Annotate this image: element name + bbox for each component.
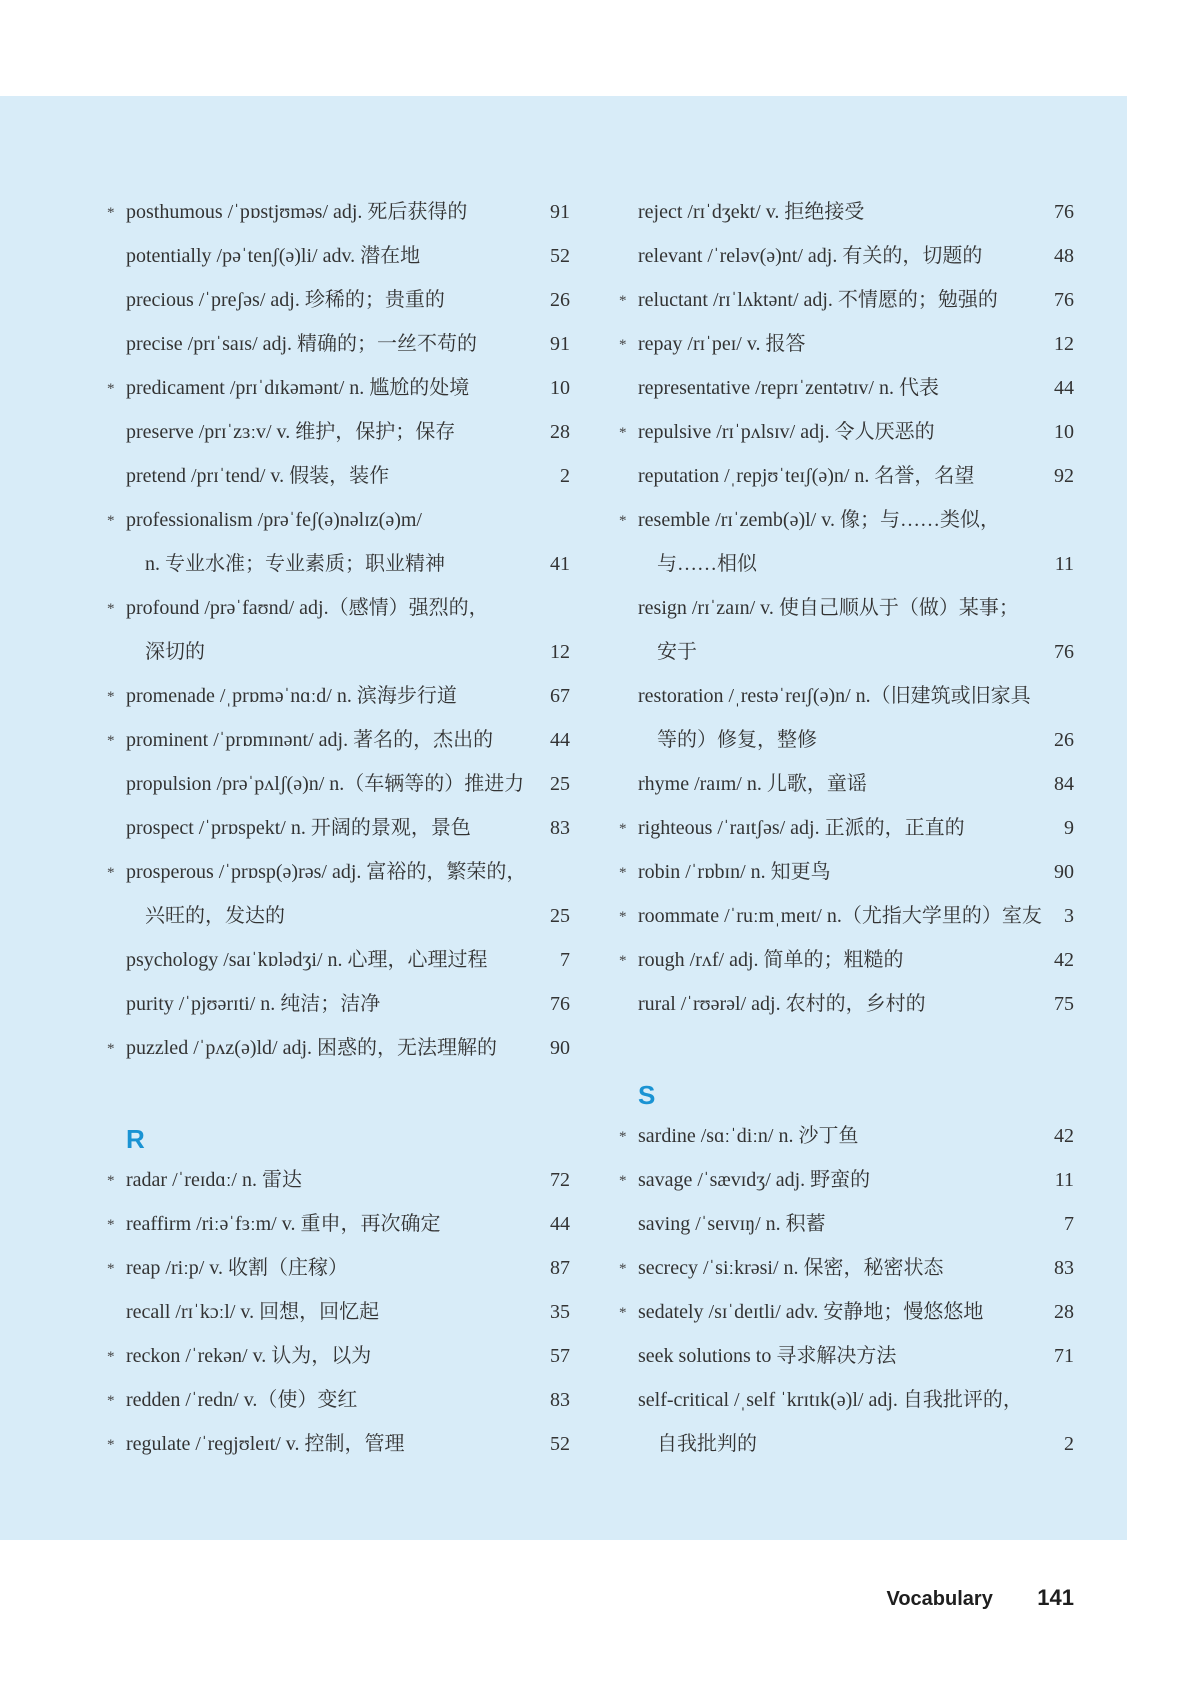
vocab-page-ref: 72 — [550, 1169, 570, 1191]
vocab-page-ref: 76 — [1054, 289, 1074, 311]
vocab-entry — [107, 1026, 570, 1070]
vocab-page-ref: 28 — [550, 421, 570, 443]
vocab-entry-text: propulsion /prəˈpʌlʃ(ə)n/ n.（车辆等的）推进力 — [126, 773, 525, 795]
vocab-entry-continuation — [622, 542, 1074, 586]
vocab-entry-text: redden /ˈredn/ v.（使）变红 — [126, 1389, 358, 1411]
key-word-star-icon: * — [619, 909, 627, 925]
vocab-entry — [107, 1334, 570, 1378]
vocab-entry-text: repulsive /rɪˈpʌlsɪv/ adj. 令人厌恶的 — [638, 421, 935, 443]
vocab-entry — [619, 498, 1074, 542]
vocab-entry — [107, 674, 570, 718]
vocab-page-ref: 44 — [550, 729, 570, 751]
vocab-page-ref: 76 — [1054, 641, 1074, 663]
vocab-entry — [107, 190, 570, 234]
vocab-entry-text: professionalism /prəˈfeʃ(ə)nəlɪz(ə)m/ — [126, 509, 422, 531]
vocab-entry — [110, 278, 570, 322]
vocab-entry — [619, 1158, 1074, 1202]
vocab-page-ref: 52 — [550, 1433, 570, 1455]
vocab-page-ref: 84 — [1054, 773, 1074, 795]
key-word-star-icon: * — [619, 1129, 627, 1145]
vocab-page-ref: 26 — [550, 289, 570, 311]
vocab-entry — [110, 234, 570, 278]
vocab-entry-text: relevant /ˈreləv(ə)nt/ adj. 有关的，切题的 — [638, 245, 983, 267]
vocab-entry-continuation — [110, 630, 570, 674]
vocab-entry-text: savage /ˈsævɪdʒ/ adj. 野蛮的 — [638, 1169, 871, 1191]
vocab-entry-text: psychology /saɪˈkɒlədʒi/ n. 心理，心理过程 — [126, 949, 488, 971]
vocab-entry — [619, 1290, 1074, 1334]
vocab-page-ref: 7 — [1064, 1213, 1074, 1235]
vocab-entry-text: precise /prɪˈsaɪs/ adj. 精确的；一丝不苟的 — [126, 333, 478, 355]
key-word-star-icon: * — [107, 1393, 115, 1409]
vocab-entry-text: regulate /ˈreɡjʊleɪt/ v. 控制，管理 — [126, 1433, 405, 1455]
key-word-star-icon: * — [107, 1437, 115, 1453]
vocab-entry — [619, 1114, 1074, 1158]
vocab-page-ref: 83 — [550, 817, 570, 839]
vocab-entry-text: preserve /prɪˈzɜːv/ v. 维护，保护；保存 — [126, 421, 456, 443]
vocab-entry-text: prominent /ˈprɒmɪnənt/ adj. 著名的，杰出的 — [126, 729, 494, 751]
vocab-entry — [622, 234, 1074, 278]
vocab-page-ref: 71 — [1054, 1345, 1074, 1367]
vocab-entry-text: potentially /pəˈtenʃ(ə)li/ adv. 潜在地 — [126, 245, 421, 267]
vocab-entry-continuation — [622, 1422, 1074, 1466]
section-spacer — [622, 1026, 1074, 1070]
vocab-entry-text: pretend /prɪˈtend/ v. 假装，装作 — [126, 465, 390, 487]
vocab-entry — [619, 410, 1074, 454]
vocab-entry-continuation — [110, 894, 570, 938]
vocab-entry-text: robin /ˈrɒbɪn/ n. 知更鸟 — [638, 861, 831, 883]
key-word-star-icon: * — [619, 1305, 627, 1321]
footer-label: Vocabulary — [886, 1588, 993, 1610]
vocab-entry-text: secrecy /ˈsiːkrəsi/ n. 保密，秘密状态 — [638, 1257, 944, 1279]
vocab-page-ref: 35 — [550, 1301, 570, 1323]
vocab-entry — [107, 1422, 570, 1466]
vocab-page-ref: 90 — [1054, 861, 1074, 883]
vocab-page-ref: 10 — [1054, 421, 1074, 443]
vocab-entry-text: n. 专业水准；专业素质；职业精神 — [145, 553, 445, 575]
vocab-entry-text: promenade /ˌprɒməˈnɑːd/ n. 滨海步行道 — [126, 685, 457, 707]
vocab-entry — [107, 1378, 570, 1422]
key-word-star-icon: * — [107, 381, 115, 397]
vocab-entry — [622, 454, 1074, 498]
vocab-entry-continuation — [622, 718, 1074, 762]
page-number: 141 — [1037, 1585, 1074, 1610]
vocab-page-ref: 83 — [1054, 1257, 1074, 1279]
vocabulary-column-left — [107, 190, 570, 1466]
vocab-entry — [622, 982, 1074, 1026]
vocab-entry-text: self-critical /ˌself ˈkrɪtɪk(ə)l/ adj. 自我批评的， — [638, 1389, 1023, 1411]
vocab-entry-text: reject /rɪˈdʒekt/ v. 拒绝接受 — [638, 201, 865, 223]
vocab-entry-text: profound /prəˈfaʊnd/ adj.（感情）强烈的， — [126, 597, 489, 619]
key-word-star-icon: * — [619, 821, 627, 837]
vocab-page-ref: 42 — [1054, 1125, 1074, 1147]
vocab-page-ref: 41 — [550, 553, 570, 575]
vocab-entry-text: seek solutions to 寻求解决方法 — [638, 1345, 897, 1367]
vocab-entry-text: resign /rɪˈzaɪn/ v. 使自己顺从于（做）某事； — [638, 597, 1019, 619]
vocab-entry-text: sardine /sɑːˈdiːn/ n. 沙丁鱼 — [638, 1125, 859, 1147]
vocab-page-ref: 11 — [1054, 553, 1074, 575]
vocab-page-ref: 83 — [550, 1389, 570, 1411]
vocab-entry — [110, 938, 570, 982]
vocab-entry-text: restoration /ˌrestəˈreɪʃ(ə)n/ n.（旧建筑或旧家具 — [638, 685, 1031, 707]
key-word-star-icon: * — [107, 1217, 115, 1233]
vocab-entry — [619, 322, 1074, 366]
vocab-entry — [622, 586, 1074, 630]
page-footer — [0, 1585, 1074, 1611]
vocab-page-ref: 2 — [1064, 1433, 1074, 1455]
vocab-entry-text: radar /ˈreɪdɑː/ n. 雷达 — [126, 1169, 302, 1191]
key-word-star-icon: * — [619, 513, 627, 529]
section-spacer — [110, 1070, 570, 1114]
vocab-entry-text: 深切的 — [145, 641, 205, 663]
vocab-entry-text: sedately /sɪˈdeɪtli/ adv. 安静地；慢悠悠地 — [638, 1301, 984, 1323]
vocab-page-ref: 12 — [550, 641, 570, 663]
vocab-entry-text: posthumous /ˈpɒstjʊməs/ adj. 死后获得的 — [126, 201, 468, 223]
vocab-entry — [619, 806, 1074, 850]
key-word-star-icon: * — [107, 205, 115, 221]
vocab-entry-text: prospect /ˈprɒspekt/ n. 开阔的景观，景色 — [126, 817, 471, 839]
vocab-entry — [622, 1378, 1074, 1422]
vocab-page-ref: 10 — [550, 377, 570, 399]
vocab-page-ref: 42 — [1054, 949, 1074, 971]
vocab-entry-text: saving /ˈseɪvɪŋ/ n. 积蓄 — [638, 1213, 826, 1235]
vocabulary-column-right — [619, 190, 1074, 1466]
vocab-page-ref: 44 — [550, 1213, 570, 1235]
vocab-entry — [110, 410, 570, 454]
vocab-entry — [110, 454, 570, 498]
vocab-entry-text: predicament /prɪˈdɪkəmənt/ n. 尴尬的处境 — [126, 377, 470, 399]
vocab-entry — [107, 1202, 570, 1246]
vocab-entry-text: reluctant /rɪˈlʌktənt/ adj. 不情愿的；勉强的 — [638, 289, 998, 311]
vocab-entry-text: 等的）修复，整修 — [657, 729, 817, 751]
vocab-page-ref: 11 — [1054, 1169, 1074, 1191]
vocab-entry — [619, 278, 1074, 322]
vocab-entry — [107, 718, 570, 762]
vocab-entry — [619, 850, 1074, 894]
section-letter-heading: S — [638, 1080, 656, 1110]
vocab-entry-text: roommate /ˈruːmˌmeɪt/ n.（尤指大学里的）室友 — [638, 905, 1042, 927]
vocab-entry — [622, 190, 1074, 234]
vocab-page-ref: 91 — [550, 333, 570, 355]
key-word-star-icon: * — [107, 733, 115, 749]
vocab-entry-text: prosperous /ˈprɒsp(ə)rəs/ adj. 富裕的，繁荣的， — [126, 861, 527, 883]
vocab-page-ref: 92 — [1054, 465, 1074, 487]
key-word-star-icon: * — [107, 689, 115, 705]
vocab-entry — [622, 366, 1074, 410]
vocab-entry-text: repay /rɪˈpeɪ/ v. 报答 — [638, 333, 806, 355]
key-word-star-icon: * — [619, 865, 627, 881]
key-word-star-icon: * — [107, 601, 115, 617]
vocab-entry-text: righteous /ˈraɪtʃəs/ adj. 正派的，正直的 — [638, 817, 965, 839]
vocab-entry — [110, 322, 570, 366]
vocab-page-ref: 91 — [550, 201, 570, 223]
vocab-entry — [622, 1202, 1074, 1246]
key-word-star-icon: * — [619, 425, 627, 441]
vocab-page-ref: 25 — [550, 773, 570, 795]
vocab-entry-text: 兴旺的，发达的 — [145, 905, 285, 927]
vocab-entry-text: reckon /ˈrekən/ v. 认为，以为 — [126, 1345, 372, 1367]
vocab-page-ref: 48 — [1054, 245, 1074, 267]
vocab-entry — [107, 1246, 570, 1290]
vocab-page-ref: 67 — [550, 685, 570, 707]
vocab-page-ref: 90 — [550, 1037, 570, 1059]
key-word-star-icon: * — [619, 337, 627, 353]
vocab-entry — [107, 366, 570, 410]
vocab-entry — [622, 1334, 1074, 1378]
key-word-star-icon: * — [619, 953, 627, 969]
vocab-entry — [110, 982, 570, 1026]
vocab-entry — [622, 762, 1074, 806]
vocab-page-ref: 12 — [1054, 333, 1074, 355]
vocab-page-ref: 3 — [1064, 905, 1074, 927]
vocab-entry-text: representative /reprɪˈzentətɪv/ n. 代表 — [638, 377, 939, 399]
vocab-entry — [110, 806, 570, 850]
vocab-page-ref: 7 — [560, 949, 570, 971]
key-word-star-icon: * — [107, 1261, 115, 1277]
key-word-star-icon: * — [107, 513, 115, 529]
key-word-star-icon: * — [619, 1173, 627, 1189]
vocab-entry-text: resemble /rɪˈzemb(ə)l/ v. 像；与……类似， — [638, 509, 1000, 531]
vocab-page-ref: 26 — [1054, 729, 1074, 751]
vocab-entry-continuation — [110, 542, 570, 586]
vocab-entry-text: precious /ˈpreʃəs/ adj. 珍稀的；贵重的 — [126, 289, 445, 311]
vocab-page-ref: 76 — [550, 993, 570, 1015]
vocab-entry — [107, 850, 570, 894]
vocab-entry — [110, 762, 570, 806]
vocab-page-ref: 75 — [1054, 993, 1074, 1015]
vocab-entry-text: rural /ˈrʊərəl/ adj. 农村的，乡村的 — [638, 993, 926, 1015]
vocab-entry-continuation — [622, 630, 1074, 674]
vocab-page-ref: 9 — [1064, 817, 1074, 839]
vocab-page-ref: 57 — [550, 1345, 570, 1367]
key-word-star-icon: * — [107, 1173, 115, 1189]
vocab-page-ref: 2 — [560, 465, 570, 487]
vocab-entry-text: puzzled /ˈpʌz(ə)ld/ adj. 困惑的，无法理解的 — [126, 1037, 498, 1059]
vocab-page-ref: 25 — [550, 905, 570, 927]
vocab-entry — [622, 674, 1074, 718]
key-word-star-icon: * — [619, 293, 627, 309]
key-word-star-icon: * — [107, 1041, 115, 1057]
vocab-entry-text: purity /ˈpjʊərɪti/ n. 纯洁；洁净 — [126, 993, 381, 1015]
vocab-entry-text: reaffirm /riːəˈfɜːm/ v. 重申，再次确定 — [126, 1213, 441, 1235]
vocab-entry-text: rough /rʌf/ adj. 简单的；粗糙的 — [638, 949, 904, 971]
vocab-entry — [619, 938, 1074, 982]
key-word-star-icon: * — [619, 1261, 627, 1277]
vocab-page-ref: 44 — [1054, 377, 1074, 399]
vocab-entry-text: 与……相似 — [657, 553, 757, 575]
vocab-page-ref: 52 — [550, 245, 570, 267]
vocab-entry — [619, 894, 1074, 938]
vocab-entry-text: 自我批判的 — [657, 1433, 757, 1455]
section-letter-heading: R — [126, 1124, 145, 1154]
vocab-entry-text: reap /riːp/ v. 收割（庄稼） — [126, 1257, 349, 1279]
vocab-page-ref: 76 — [1054, 201, 1074, 223]
vocab-page-ref: 28 — [1054, 1301, 1074, 1323]
vocab-entry — [619, 1246, 1074, 1290]
key-word-star-icon: * — [107, 1349, 115, 1365]
vocab-entry-text: rhyme /raɪm/ n. 儿歌，童谣 — [638, 773, 867, 795]
vocab-entry-text: 安于 — [657, 641, 697, 663]
vocab-entry-text: reputation /ˌrepjʊˈteɪʃ(ə)n/ n. 名誉，名望 — [638, 465, 975, 487]
vocab-entry — [107, 586, 570, 630]
vocab-entry — [107, 498, 570, 542]
key-word-star-icon: * — [107, 865, 115, 881]
vocab-entry — [107, 1158, 570, 1202]
vocab-page-ref: 87 — [550, 1257, 570, 1279]
vocab-entry — [110, 1290, 570, 1334]
vocab-entry-text: recall /rɪˈkɔːl/ v. 回想，回忆起 — [126, 1301, 380, 1323]
